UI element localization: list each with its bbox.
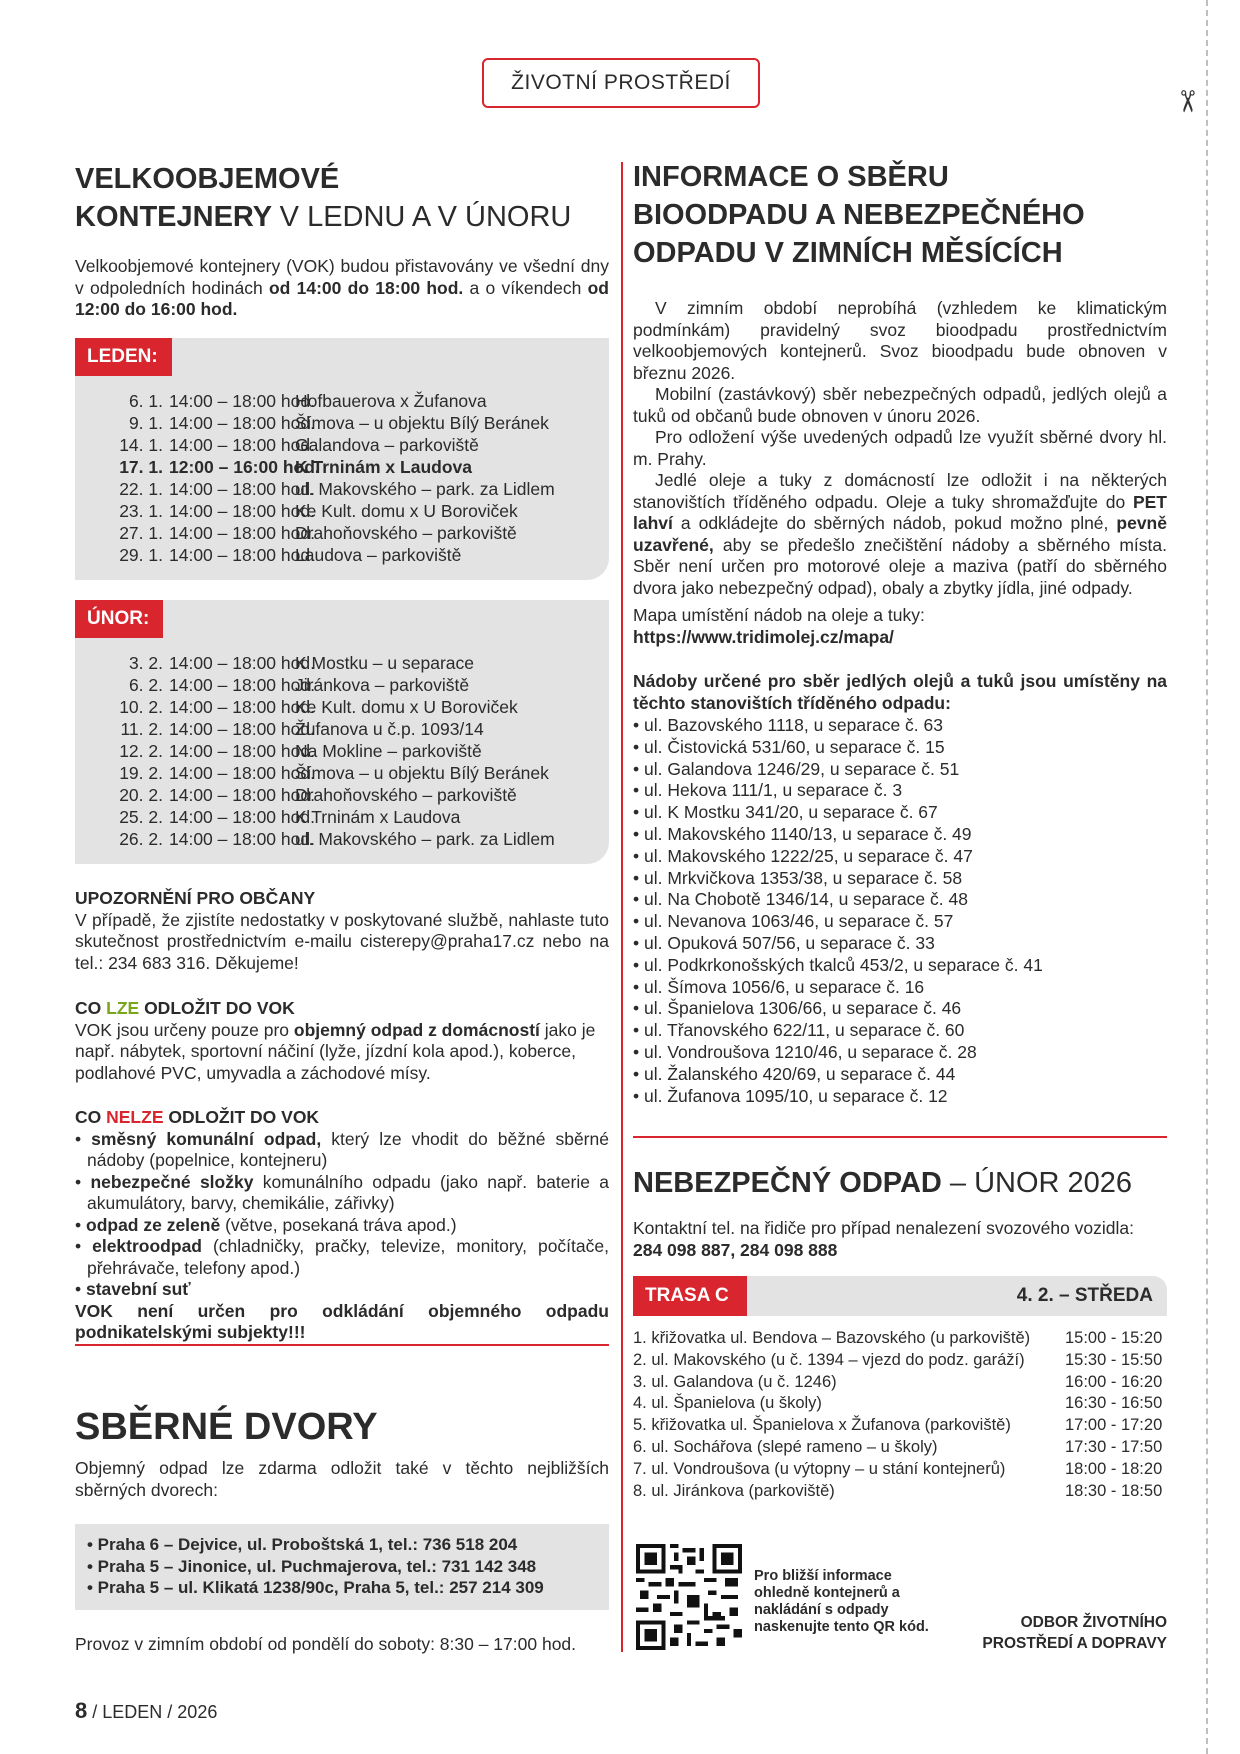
schedule-time: 14:00 – 18:00 hod.	[169, 545, 315, 565]
scissors-icon: ✂	[1169, 88, 1205, 115]
schedule-location: Galandova – parkoviště	[295, 435, 479, 455]
lze-section: CO LZE ODLOŽIT DO VOK VOK jsou určeny pouze pro objemný odpad z domácností jako je např. nábytek, sportovní náčiní (lyže, jízdní kola apod.), koberce, podlahové PVC, umyvadla a záchodové mísy.	[75, 998, 609, 1084]
schedule-date: 6. 1.	[128, 391, 163, 411]
schedule-location: Laudova – parkoviště	[295, 545, 462, 565]
schedule-date: 17. 1.	[119, 457, 163, 477]
schedule-time: 14:00 – 18:00 hod.	[169, 501, 315, 521]
oil-location-item: • ul. Bazovského 1118, u separace č. 63	[633, 715, 943, 735]
oil-list	[633, 715, 1167, 1107]
schedule-row	[101, 696, 609, 718]
oil-location-item: • ul. Šímova 1056/6, u separace č. 16	[633, 976, 925, 997]
unor-schedule	[75, 600, 609, 864]
schedule-time: 14:00 – 18:00 hod.	[169, 697, 315, 717]
stop-name: 1. křižovatka ul. Bendova – Bazovského (u parkoviště)	[633, 1329, 1031, 1347]
page-issue: / LEDEN / 2026	[92, 1702, 218, 1722]
trasa-bar	[633, 1276, 1167, 1316]
stop-time: 17:30 - 17:50	[1065, 1437, 1163, 1456]
bio-text: V zimním období neprobíhá (vzhledem ke klimatickým podmínkám) pravidelný svoz bioodpadu prostřednictvím velkoobjemových kontejnerů. Svoz bioodpadu bude obnoven v březnu 2026. Mobilní (zastávkový) sběr nebezpečných odpadů, jedlých olejů a tuků od občanů bude obnoven v únoru 2026. Pro odložení výše uvedených odpadů lze využít sběrné dvory hl. m. Prahy. Jedlé oleje a tuky z domácností lze odložit i na některých stanovištích tříděného odpadu. Oleje a tuky shromažďujte do PET lahví a odkládejte do sběrných nádob, pokud možno plné, pevně uzavřené, aby se předešlo znečištění nádoby a sběrného místa. Sběr není určen pro motorové oleje a maziva (patří do sběrného dvora jako nebezpečný odpad), obaly a zbytky jídla, jiné odpady.	[633, 298, 1167, 598]
oil-location-item: • ul. Makovského 1140/13, u separace č. 49	[633, 823, 972, 844]
trasa-date: 4. 2. – STŘEDA	[1016, 1285, 1153, 1306]
schedule-time: 12:00 – 16:00 hod.	[169, 457, 320, 477]
schedule-row	[101, 412, 609, 434]
oil-location-item: • ul. K Mostku 341/20, u separace č. 67	[633, 802, 938, 823]
schedule-row	[101, 456, 609, 478]
schedule-time: 14:00 – 18:00 hod.	[169, 413, 315, 433]
schedule-time: 14:00 – 18:00 hod.	[169, 829, 315, 849]
unor-label: ÚNOR:	[75, 600, 163, 638]
vok-title: VELKOOBJEMOVÉ KONTEJNERY V LEDNU A V ÚNORU	[75, 163, 572, 233]
schedule-date: 23. 1.	[119, 501, 163, 521]
schedule-date: 14. 1.	[119, 435, 163, 455]
schedule-row	[101, 478, 609, 500]
stop-time: 16:30 - 16:50	[1065, 1394, 1163, 1413]
nelze-warning: VOK není určen pro odkládání objemného odpadu podnikatelskými subjekty!!!	[75, 1300, 609, 1342]
schedule-time: 14:00 – 18:00 hod.	[169, 741, 315, 761]
schedule-location: Žufanova u č.p. 1093/14	[295, 719, 484, 739]
nelze-item: • odpad ze zeleně (větve, posekaná tráva apod.)	[75, 1214, 457, 1235]
schedule-row	[101, 718, 609, 740]
section-tab: ŽIVOTNÍ PROSTŘEDÍ	[482, 58, 760, 108]
schedule-date: 6. 2.	[128, 675, 163, 695]
stop-time: 18:30 - 18:50	[1065, 1481, 1163, 1500]
upozorneni-text: V případě, že zjistíte nedostatky v poskytované službě, nahlaste tuto skutečnost prostřednictvím e-mailu cisterepy@praha17.cz nebo na tel.: 234 683 316. Děkujeme!	[75, 909, 609, 973]
stop-row	[633, 1459, 1167, 1481]
schedule-date: 19. 2.	[119, 763, 163, 783]
schedule-time: 14:00 – 18:00 hod.	[169, 763, 315, 783]
schedule-row	[101, 828, 609, 850]
contact-phones: 284 098 887, 284 098 888	[633, 1239, 838, 1260]
nelze-item: • nebezpečné složky komunálního odpadu (jako např. baterie a akumulátory, barvy, chemikálie, zářivky)	[75, 1171, 609, 1213]
schedule-date: 29. 1.	[119, 545, 163, 565]
schedule-date: 3. 2.	[128, 653, 163, 673]
schedule-date: 20. 2.	[119, 785, 163, 805]
schedule-time: 14:00 – 18:00 hod.	[169, 807, 315, 827]
cut-line	[1206, 0, 1208, 1754]
trasa-label: TRASA C	[633, 1276, 747, 1316]
stop-row	[633, 1328, 1167, 1350]
schedule-location: K Trninám x Laudova	[295, 457, 472, 477]
schedule-row	[101, 544, 609, 566]
oil-location-item: • ul. Čistovická 531/60, u separace č. 15	[633, 736, 945, 757]
schedule-row	[101, 390, 609, 412]
schedule-row	[101, 674, 609, 696]
oil-location-item: • ul. Hekova 111/1, u separace č. 3	[633, 780, 903, 801]
column-divider	[621, 162, 623, 1652]
schedule-row	[101, 434, 609, 456]
schedule-time: 14:00 – 18:00 hod.	[169, 719, 315, 739]
stop-row	[633, 1350, 1167, 1372]
dvory-list	[75, 1524, 609, 1610]
dvory-title: SBĚRNÉ DVORY	[75, 1406, 378, 1448]
oil-location-item: • ul. Makovského 1222/25, u separace č. 47	[633, 845, 973, 866]
oil-location-item: • ul. Podkrkonošských tkalců 453/2, u separace č. 41	[633, 954, 1043, 975]
page-footer	[75, 1698, 217, 1724]
schedule-time: 14:00 – 18:00 hod.	[169, 785, 315, 805]
stop-name: 2. ul. Makovského (u č. 1394 – vjezd do podz. garáží)	[633, 1350, 1025, 1369]
schedule-date: 10. 2.	[119, 697, 163, 717]
stop-row	[633, 1393, 1167, 1415]
map-info: Mapa umístění nádob na oleje a tuky: https://www.tridimolej.cz/mapa/	[633, 605, 1167, 648]
schedule-time: 14:00 – 18:00 hod.	[169, 523, 315, 543]
schedule-row	[101, 762, 609, 784]
schedule-row	[101, 784, 609, 806]
qr-caption: Pro bližší informace ohledně kontejnerů a nakládání s odpady naskenujte tento QR kód.	[754, 1568, 929, 1635]
stop-name: 3. ul. Galandova (u č. 1246)	[633, 1372, 837, 1391]
schedule-time: 14:00 – 18:00 hod.	[169, 435, 315, 455]
schedule-location: Drahoňovského – parkoviště	[295, 523, 517, 543]
schedule-location: Hofbauerova x Žufanova	[295, 391, 487, 411]
contact: Kontaktní tel. na řidiče pro případ nenalezení svozového vozidla: 284 098 887, 284 098 888	[633, 1218, 1167, 1261]
schedule-location: K Trninám x Laudova	[295, 807, 461, 827]
schedule-location: Ke Kult. domu x U Boroviček	[295, 697, 518, 717]
oil-location-item: • ul. Na Chobotě 1346/14, u separace č. 48	[633, 889, 968, 910]
dvory-item: • Praha 5 – Jinonice, ul. Puchmajerova, tel.: 731 142 348	[87, 1556, 537, 1576]
oil-list-title: Nádoby určené pro sběr jedlých olejů a tuků jsou umístěny na těchto stanovištích tříděného odpadu:	[633, 671, 1167, 713]
nebezpecny-title: NEBEZPEČNÝ ODPAD – ÚNOR 2026	[633, 1167, 1133, 1199]
schedule-row	[101, 500, 609, 522]
schedule-location: ul. Makovského – park. za Lidlem	[295, 829, 555, 849]
schedule-time: 14:00 – 18:00 hod.	[169, 675, 315, 695]
schedule-row	[101, 522, 609, 544]
schedule-location: Drahoňovského – parkoviště	[295, 785, 517, 805]
schedule-time: 14:00 – 18:00 hod.	[169, 391, 315, 411]
stop-name: 4. ul. Španielova (u školy)	[633, 1394, 822, 1413]
stop-name: 5. křižovatka ul. Španielova x Žufanova (parkoviště)	[633, 1416, 1011, 1435]
schedule-time: 14:00 – 18:00 hod.	[169, 653, 315, 673]
schedule-location: Šímova – u objektu Bílý Beránek	[295, 763, 549, 783]
oil-location-item: • ul. Třanovského 622/11, u separace č. 60	[633, 1020, 965, 1041]
stop-name: 6. ul. Sochářova (slepé rameno – u školy)	[633, 1437, 938, 1456]
schedule-location: ul. Makovského – park. za Lidlem	[295, 479, 555, 499]
nelze-item: • stavební suť	[75, 1279, 191, 1299]
upozorneni-title: UPOZORNĚNÍ PRO OBČANY	[75, 888, 316, 908]
map-link[interactable]: https://www.tridimolej.cz/mapa/	[633, 626, 894, 647]
schedule-row	[101, 806, 609, 828]
leden-label: LEDEN:	[75, 338, 172, 376]
schedule-date: 9. 1.	[128, 413, 163, 433]
nelze-title: CO NELZE ODLOŽIT DO VOK	[75, 1107, 320, 1127]
vok-intro: Velkoobjemové kontejnery (VOK) budou přistavovány ve všední dny v odpoledních hodinách od 14:00 do 18:00 hod. a o víkendech od 12:00 do 16:00 hod.	[75, 256, 609, 319]
stop-row	[633, 1481, 1167, 1503]
schedule-date: 25. 2.	[119, 807, 163, 827]
lze-title: CO LZE ODLOŽIT DO VOK	[75, 998, 295, 1018]
stop-row	[633, 1415, 1167, 1437]
schedule-date: 11. 2.	[120, 719, 163, 739]
schedule-location: K Mostku – u separace	[295, 653, 474, 673]
upozorneni	[75, 888, 609, 974]
oil-location-item: • ul. Nevanova 1063/46, u separace č. 57	[633, 911, 954, 932]
schedule-date: 26. 2.	[119, 829, 163, 849]
schedule-date: 22. 1.	[119, 479, 163, 499]
schedule-row	[101, 740, 609, 762]
dvory-item: • Praha 5 – ul. Klikatá 1238/90c, Praha 5, tel.: 257 214 309	[87, 1578, 544, 1597]
dvory-item: • Praha 6 – Dejvice, ul. Proboštská 1, tel.: 736 518 204	[87, 1535, 518, 1554]
stop-time: 15:30 - 15:50	[1065, 1350, 1163, 1369]
nelze-item: • elektroodpad (chladničky, pračky, televize, monitory, počítače, přehrávače, telefony apod.)	[75, 1236, 609, 1278]
oil-location-item: • ul. Španielova 1306/66, u separace č. 46	[633, 998, 962, 1019]
oil-location-item: • ul. Mrkvičkova 1353/38, u separace č. 58	[633, 867, 963, 888]
page-number: 8	[75, 1698, 88, 1723]
schedule-location: Na Mokline – parkoviště	[295, 741, 482, 761]
nelze-item: • směsný komunální odpad, který lze vhodit do běžné sběrné nádoby (popelnice, kontejneru)	[75, 1128, 609, 1170]
stop-list	[633, 1328, 1167, 1502]
dvory-hours: Provoz v zimním období od pondělí do soboty: 8:30 – 17:00 hod.	[75, 1634, 577, 1654]
stop-row	[633, 1437, 1167, 1459]
schedule-row	[101, 652, 609, 674]
schedule-location: Jiránkova – parkoviště	[295, 675, 470, 695]
stop-name: 8. ul. Jiránkova (parkoviště)	[633, 1481, 835, 1500]
odbor-signature: ODBOR ŽIVOTNÍHO PROSTŘEDÍ A DOPRAVY	[982, 1614, 1167, 1652]
oil-location-item: • ul. Vondroušova 1210/46, u separace č. 28	[633, 1041, 977, 1062]
schedule-date: 12. 2.	[119, 741, 163, 761]
oil-location-item: • ul. Opuková 507/56, u separace č. 33	[633, 932, 935, 953]
stop-time: 16:00 - 16:20	[1065, 1372, 1163, 1391]
schedule-location: Šímova – u objektu Bílý Beránek	[295, 413, 549, 433]
right-rule	[633, 1136, 1167, 1138]
bio-title: INFORMACE O SBĚRU BIOODPADU A NEBEZPEČNÉHO ODPADU V ZIMNÍCH MĚSÍCÍCH	[633, 161, 1085, 269]
dvory-intro: Objemný odpad lze zdarma odložit také v těchto nejbližších sběrných dvorech:	[75, 1458, 609, 1500]
oil-location-item: • ul. Galandova 1246/29, u separace č. 51	[633, 758, 960, 779]
stop-time: 15:00 - 15:20	[1065, 1329, 1163, 1347]
oil-location-item: • ul. Žufanova 1095/10, u separace č. 12	[633, 1085, 948, 1106]
stop-time: 18:00 - 18:20	[1065, 1459, 1163, 1478]
oil-location-item: • ul. Žalanského 420/69, u separace č. 44	[633, 1063, 956, 1084]
schedule-date: 27. 1.	[119, 523, 163, 543]
qr-code[interactable]	[636, 1544, 742, 1650]
stop-row	[633, 1372, 1167, 1394]
schedule-time: 14:00 – 18:00 hod.	[169, 479, 315, 499]
leden-schedule	[75, 338, 609, 580]
left-rule	[75, 1344, 609, 1346]
stop-time: 17:00 - 17:20	[1065, 1416, 1163, 1435]
stop-name: 7. ul. Vondroušova (u výtopny – u stání kontejnerů)	[633, 1459, 1006, 1478]
nelze-section	[75, 1107, 609, 1344]
schedule-location: Ke Kult. domu x U Boroviček	[295, 501, 518, 521]
